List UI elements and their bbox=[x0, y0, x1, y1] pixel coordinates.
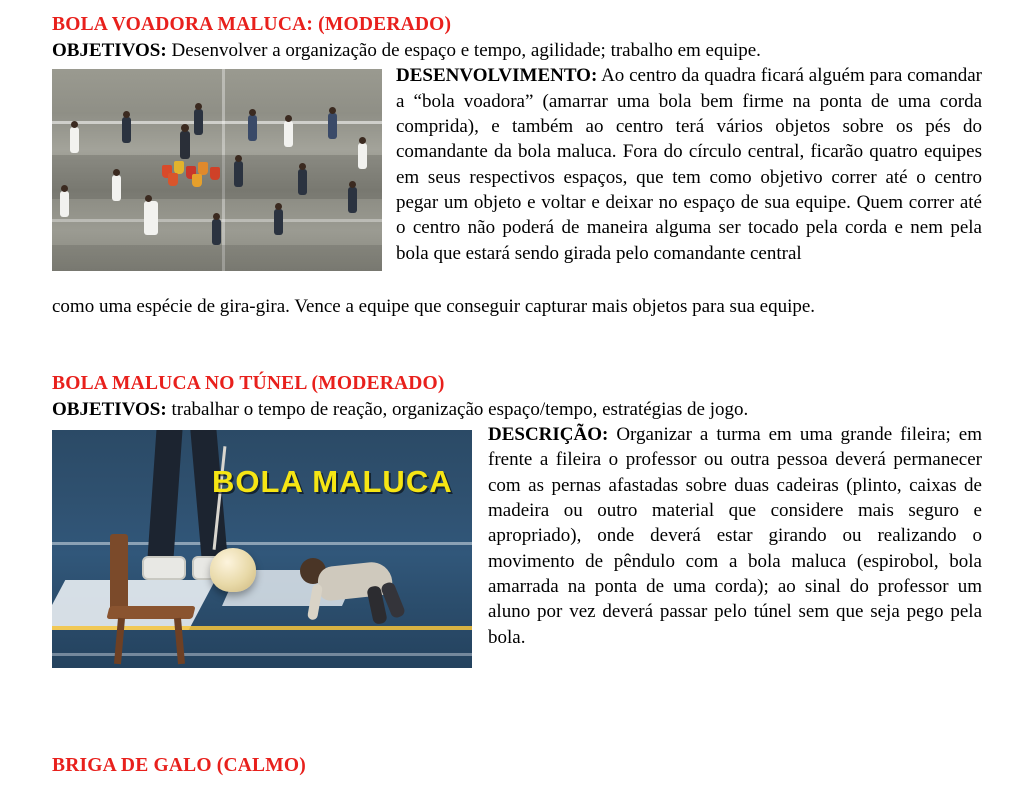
bola-maluca-ball bbox=[210, 548, 256, 592]
section-2-objetivos bbox=[52, 397, 982, 422]
objetivos-text-2: trabalhar o tempo de reação, organização espaço/tempo, estratégias de jogo. bbox=[166, 398, 749, 420]
desenvolvimento-text: Ao centro da quadra ficará alguém para comandar a “bola voadora” (amarrar uma bola bem firme na ponta de uma corda comprida), e também ao centro terá vários objetos sobre os pés do comandante da bola maluca. Fora do círculo central, ficarão quatro equipes em seus respectivos espaços, que tem como objetivo correr até o centro pegar um objeto e voltar e deixar no espaço de sua equipe. Quem correr até o centro não poderá de maneira alguma ser tocado pela corda e nem pela bola que estará sendo girada pelo comandante central bbox=[396, 65, 982, 264]
student-figure bbox=[274, 209, 283, 235]
student-figure bbox=[212, 219, 221, 245]
section-title-briga-de-galo: BRIGA DE GALO (CALMO) bbox=[52, 755, 306, 776]
student-figure bbox=[60, 191, 69, 217]
document-content bbox=[52, 14, 982, 672]
desenvolvimento-label: DESENVOLVIMENTO: bbox=[396, 65, 598, 87]
section-1-body-wrap bbox=[52, 63, 982, 275]
objetivos-label-1: OBJETIVOS: bbox=[52, 40, 167, 61]
spacer bbox=[52, 339, 982, 373]
photo-bola-voadora-maluca bbox=[52, 69, 382, 271]
student-figure bbox=[358, 143, 367, 169]
gym-scene-illustration bbox=[52, 430, 472, 668]
student-figure bbox=[298, 169, 307, 195]
chair-leg bbox=[174, 618, 185, 664]
student-figure bbox=[70, 127, 79, 153]
student-figure bbox=[348, 187, 357, 213]
chair-back bbox=[110, 534, 128, 616]
student-figure bbox=[284, 121, 293, 147]
arm bbox=[307, 583, 323, 620]
descricao-text: Organizar a turma em uma grande fileira; em frente a fileira o professor ou outra pessoa deverá permanecer com as pernas afastadas sobre duas cadeiras (plinto, caixas de madeira ou outro material que considere mais seguro e apropriado), onde deverá estar girando ou realizando o movimento de pêndulo com a bola maluca (espirobol, bola amarrada na ponta de uma corda); ao sinal do professor um aluno por vez deverá passar pelo túnel sem que seja pego pela bola. bbox=[488, 423, 982, 648]
student-figure bbox=[328, 113, 337, 139]
student-figure bbox=[194, 109, 203, 135]
court-scene-illustration bbox=[52, 69, 382, 271]
chair-leg bbox=[114, 618, 125, 664]
section-2-body-wrap bbox=[52, 422, 982, 672]
section-title-bola-maluca-no-tunel: BOLA MALUCA NO TÚNEL (MODERADO) bbox=[52, 372, 445, 394]
section-1-objetivos bbox=[52, 38, 982, 63]
court-shadow bbox=[52, 245, 382, 271]
student-figure bbox=[248, 115, 257, 141]
objects-pile bbox=[162, 161, 228, 183]
section-1-body-continued: como uma espécie de gira-gira. Vence a equipe que conseguir capturar mais objetos para sua equipe. bbox=[52, 296, 816, 318]
student-figure bbox=[144, 201, 158, 235]
objetivos-label-2: OBJETIVOS: bbox=[52, 398, 167, 420]
student-figure bbox=[234, 161, 243, 187]
objetivos-text-1: Desenvolver a organização de espaço e tempo, agilidade; trabalho em equipe. bbox=[166, 40, 761, 61]
object-item bbox=[210, 167, 220, 180]
object-item bbox=[168, 173, 178, 186]
photo-bola-maluca-no-tunel bbox=[52, 430, 472, 668]
wooden-chair bbox=[108, 534, 194, 662]
student-figure bbox=[112, 175, 121, 201]
section-title-bola-voadora-maluca: BOLA VOADORA MALUCA: (MODERADO) bbox=[52, 14, 452, 35]
center-commander-figure bbox=[180, 131, 190, 159]
descricao-label: DESCRIÇÃO: bbox=[488, 423, 609, 445]
student-figure bbox=[122, 117, 131, 143]
object-item bbox=[192, 174, 202, 187]
photo-overlay-title: BOLA MALUCA bbox=[212, 463, 453, 499]
student-crawling-figure bbox=[300, 556, 410, 626]
